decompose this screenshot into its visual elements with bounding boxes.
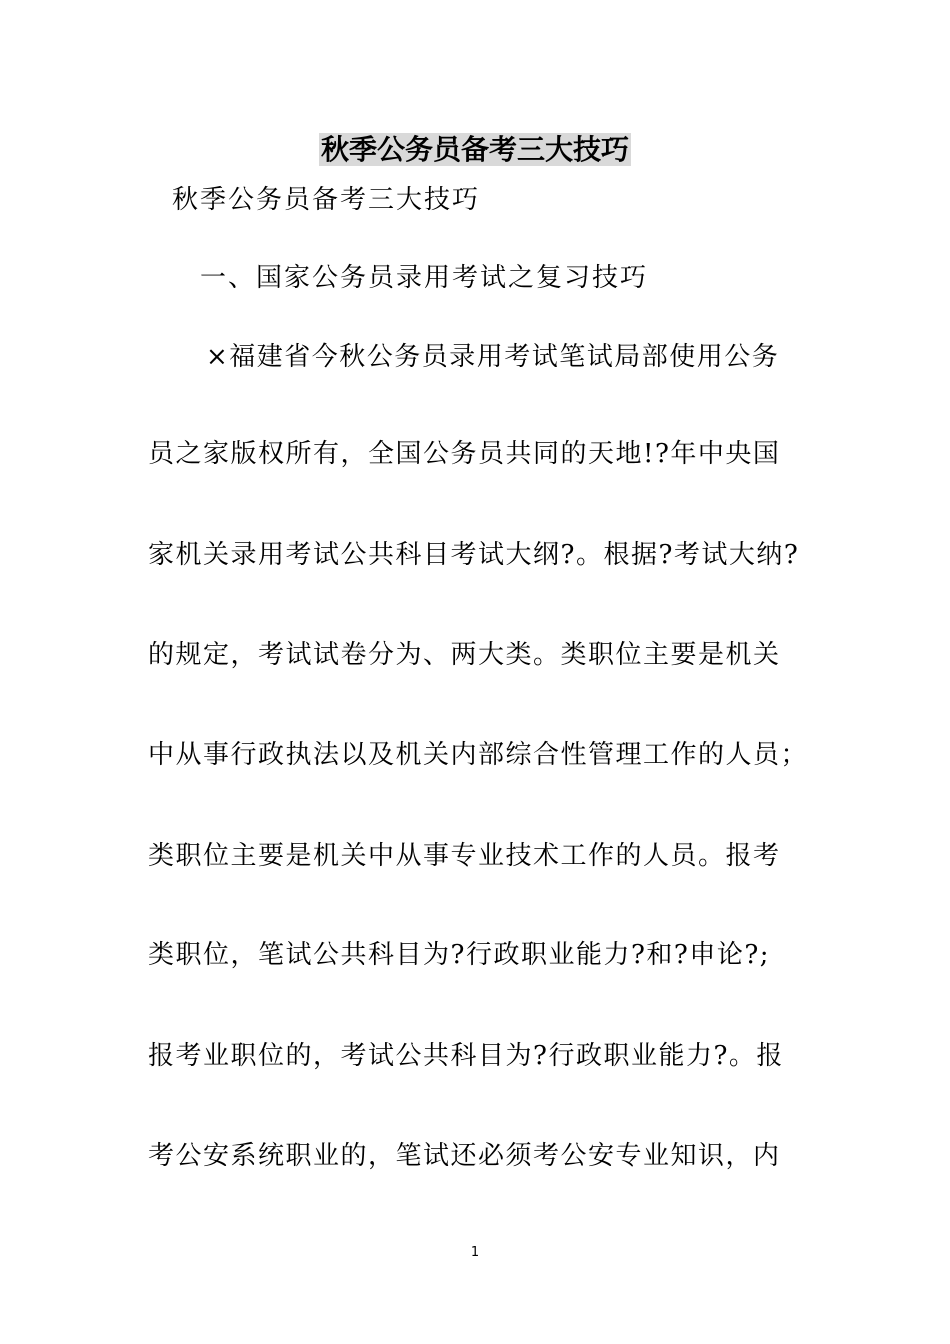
body-line: 家机关录用考试公共科目考试大纲?。根据?考试大纳? [148, 540, 800, 570]
body-line: 员之家版权所有，全国公务员共同的天地!?年中央国 [148, 439, 781, 469]
body-line: 考公安系统职业的，笔试还必须考公安专业知识，内 [148, 1141, 781, 1171]
document-title-text: 秋季公务员备考三大技巧 [320, 133, 629, 166]
document-title [0, 130, 950, 170]
body-line: ×福建省今秋公务员录用考试笔试局部使用公务 [206, 342, 780, 372]
body-line: 报考业职位的，考试公共科目为?行政职业能力?。报 [148, 1041, 784, 1071]
page-number: 1 [470, 1245, 480, 1260]
document-subtitle: 秋季公务员备考三大技巧 [172, 185, 481, 215]
body-line: 类职位，笔试公共科目为?行政职业能力?和?申论?; [148, 940, 771, 970]
body-line: 类职位主要是机关中从事专业技术工作的人员。报考 [148, 841, 781, 871]
body-line: 的规定，考试试卷分为、两大类。类职位主要是机关 [148, 640, 781, 670]
section-heading: 一、国家公务员录用考试之复习技巧 [200, 263, 649, 293]
body-line: 中从事行政执法以及机关内部综合性管理工作的人员； [148, 740, 809, 770]
